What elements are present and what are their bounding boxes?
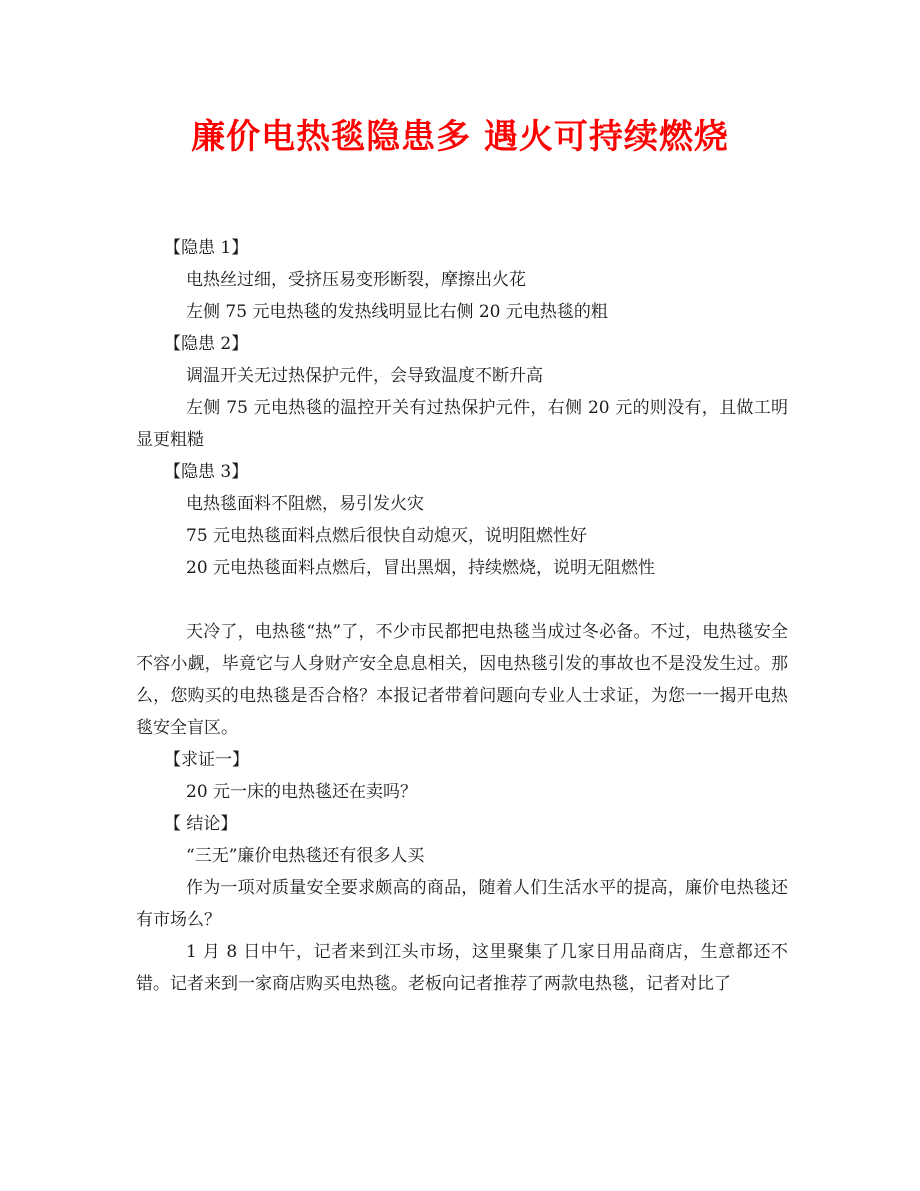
verify-1-conclusion: “三无”廉价电热毯还有很多人买 xyxy=(186,846,425,866)
hazard-1-line-1: 电热丝过细，受挤压易变形断裂，摩擦出火花 xyxy=(186,270,526,290)
hazard-3-heading: 【隐患 3】 xyxy=(164,462,249,482)
verify-1-paragraph-2: 1 月 8 日中午，记者来到江头市场，这里聚集了几家日用品商店，生意都还不错。记者来到一家商店购买电热毯。老板向记者推荐了两款电热毯，记者对比了 xyxy=(136,942,788,994)
intro-paragraph: 天冷了，电热毯“热”了，不少市民都把电热毯当成过冬必备。不过，电热毯安全不容小觑，毕竟它与人身财产安全息息相关，因电热毯引发的事故也不是没发生过。那么，您购买的电热毯是否合格？本报记者带着问题向专业人士求证，为您一一揭开电热毯安全盲区。 xyxy=(136,622,788,738)
hazard-1-heading: 【隐患 1】 xyxy=(164,238,249,258)
verify-1-question: 20 元一床的电热毯还在卖吗？ xyxy=(186,782,418,802)
hazard-3-line-2: 75 元电热毯面料点燃后很快自动熄灭，说明阻燃性好 xyxy=(186,526,588,546)
hazard-3-line-3: 20 元电热毯面料点燃后，冒出黑烟，持续燃烧，说明无阻燃性 xyxy=(186,558,656,578)
section-gap xyxy=(136,584,788,616)
hazard-2-line-2: 左侧 75 元电热毯的温控开关有过热保护元件，右侧 20 元的则没有，且做工明显更粗糙 xyxy=(136,398,788,450)
verify-1-heading: 【求证一】 xyxy=(164,750,249,770)
hazard-1-line-2: 左侧 75 元电热毯的发热线明显比右侧 20 元电热毯的粗 xyxy=(186,302,608,322)
page-title: 廉价电热毯隐患多 遇火可持续燃烧 xyxy=(191,117,729,157)
hazard-2-heading: 【隐患 2】 xyxy=(164,334,249,354)
verify-1-paragraph-1: 作为一项对质量安全要求颇高的商品，随着人们生活水平的提高，廉价电热毯还有市场么？ xyxy=(136,878,788,930)
hazard-3-line-1: 电热毯面料不阻燃，易引发火灾 xyxy=(186,494,424,514)
article-body xyxy=(136,232,788,1000)
verify-1-conclusion-heading: 【 结论】 xyxy=(164,814,238,834)
hazard-2-line-1: 调温开关无过热保护元件，会导致温度不断升高 xyxy=(186,366,543,386)
